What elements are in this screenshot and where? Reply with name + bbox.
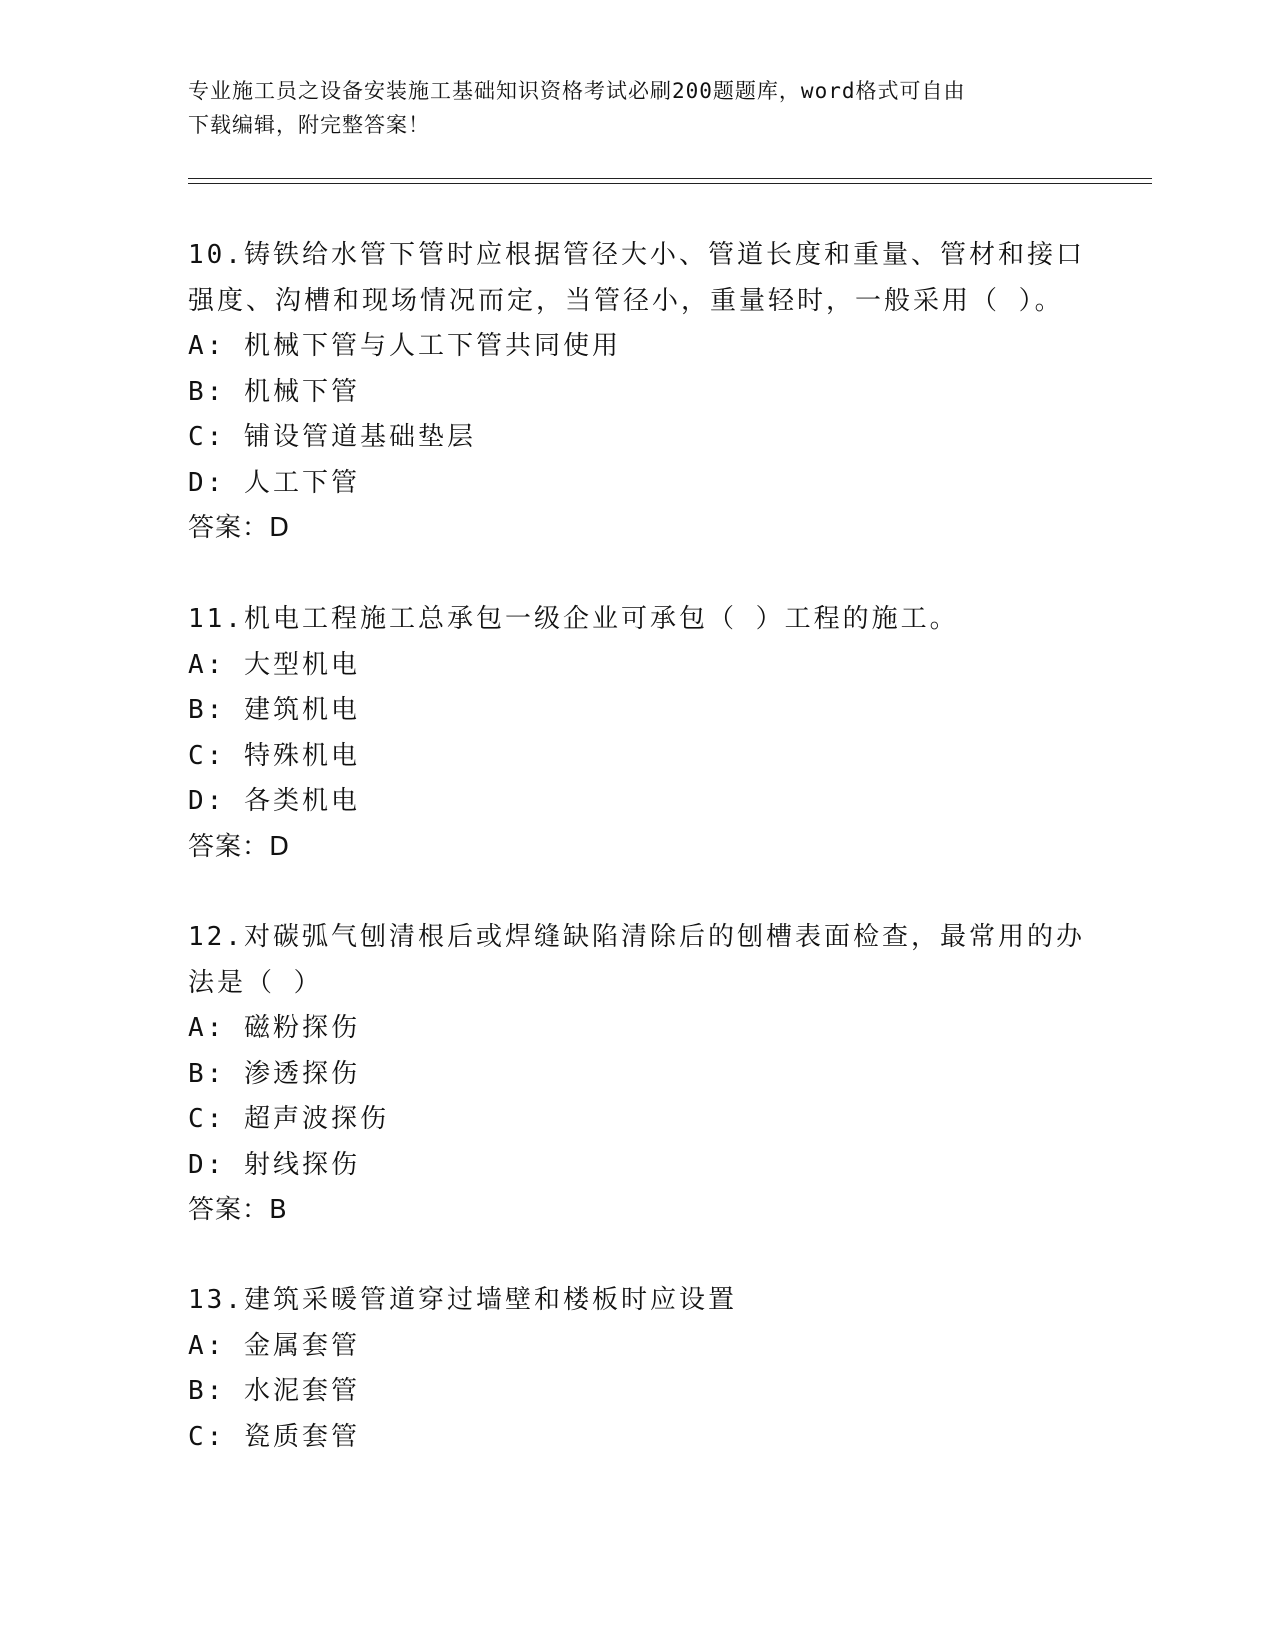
answer-line: 答案：D <box>188 513 291 543</box>
option-a: A: 金属套管 <box>188 1330 360 1361</box>
option-b: B: 建筑机电 <box>188 695 360 725</box>
document-header <box>188 74 1088 142</box>
header-line-2: 下载编辑，附完整答案！ <box>188 113 430 137</box>
option-d: D: 各类机电 <box>188 786 360 816</box>
header-line-1: 专业施工员之设备安装施工基础知识资格考试必刷200题题库，word格式可自由 <box>188 79 966 103</box>
option-c: C: 瓷质套管 <box>188 1421 360 1452</box>
option-c: C: 铺设管道基础垫层 <box>188 422 476 452</box>
option-a: A: 磁粉探伤 <box>188 1013 360 1043</box>
answer-line: 答案：D <box>188 831 291 862</box>
question-10 <box>188 233 1088 552</box>
question-stem-line: 法是（ ） <box>188 967 323 998</box>
question-11 <box>188 597 1088 870</box>
option-c: C: 超声波探伤 <box>188 1104 389 1134</box>
option-a: A: 机械下管与人工下管共同使用 <box>188 331 621 361</box>
question-stem-line: 强度、沟槽和现场情况而定，当管径小，重量轻时，一般采用（ ）。 <box>188 285 1064 316</box>
option-b: B: 水泥套管 <box>188 1376 360 1406</box>
option-b: B: 机械下管 <box>188 376 360 407</box>
option-d: D: 射线探伤 <box>188 1149 360 1180</box>
question-stem-line: 11.机电工程施工总承包一级企业可承包（ ）工程的施工。 <box>188 604 959 634</box>
answer-line: 答案：B <box>188 1195 288 1225</box>
header-divider-top <box>188 178 1152 179</box>
option-d: D: 人工下管 <box>188 467 360 498</box>
question-12 <box>188 915 1088 1234</box>
question-stem-line: 10.铸铁给水管下管时应根据管径大小、管道长度和重量、管材和接口 <box>188 240 1085 270</box>
header-divider-bottom <box>188 183 1152 184</box>
question-13 <box>188 1278 1088 1460</box>
question-stem-line: 13.建筑采暖管道穿过墙壁和楼板时应设置 <box>188 1285 737 1315</box>
option-c: C: 特殊机电 <box>188 740 360 771</box>
option-a: A: 大型机电 <box>188 649 360 680</box>
question-stem-line: 12.对碳弧气刨清根后或焊缝缺陷清除后的刨槽表面检查，最常用的办 <box>188 922 1085 952</box>
option-b: B: 渗透探伤 <box>188 1058 360 1089</box>
